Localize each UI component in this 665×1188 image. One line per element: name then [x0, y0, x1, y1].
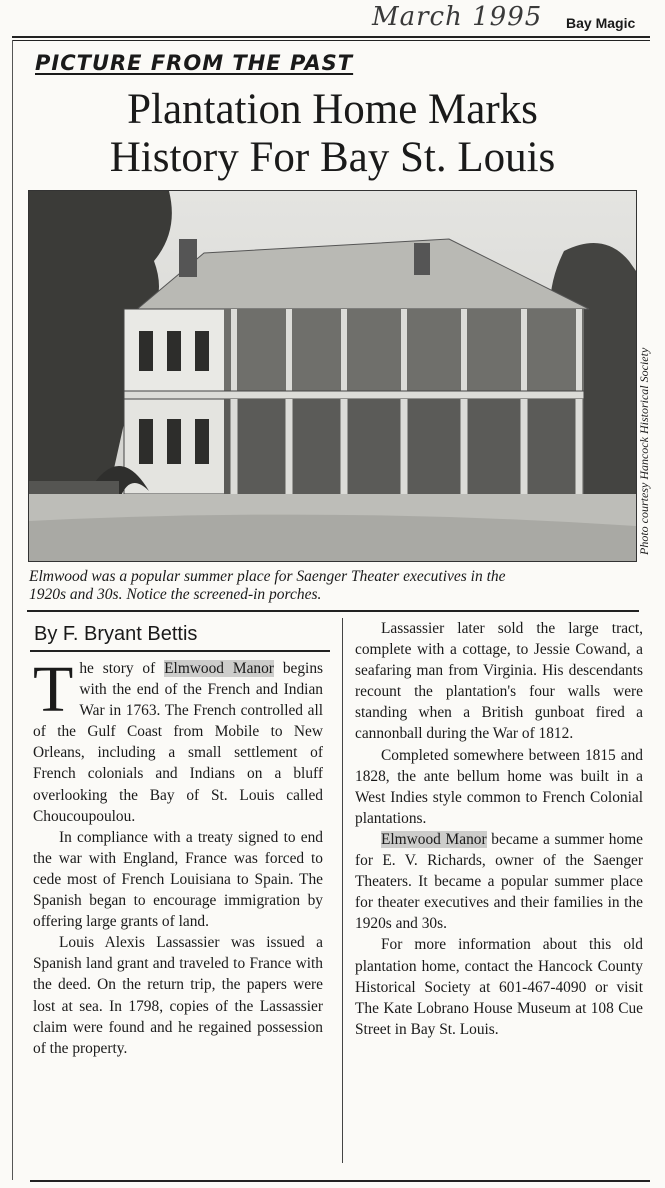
handwritten-date: March 1995	[372, 2, 543, 32]
kicker: PICTURE FROM THE PAST	[35, 51, 354, 75]
house-illustration	[29, 191, 636, 561]
top-rule-thin	[12, 40, 650, 41]
paragraph-5: Completed somewhere between 1815 and 1828, the ante bellum home was built in a West Indies style common to French Colonial plantations.	[355, 746, 643, 827]
column-divider	[342, 618, 343, 1163]
drop-cap: T	[33, 653, 74, 726]
caption-line-2: 1920s and 30s. Notice the screened-in porches.	[29, 586, 322, 603]
caption-line-1: Elmwood was a popular summer place for Saenger Theater executives in the	[29, 568, 506, 585]
headline	[20, 86, 645, 182]
article-column-right	[355, 618, 643, 1040]
paragraph-6: Elmwood Manor became a summer home for E. V. Richards, owner of the Saenger Theaters. It became a popular summer place for theater executives and their families in the 1920s and 30s.	[355, 830, 643, 933]
bottom-rule	[30, 1180, 650, 1182]
byline: By F. Bryant Bettis	[34, 623, 198, 645]
paragraph-4: Lassassier later sold the large tract, complete with a cottage, to Jessie Cowand, a seafaring man from Virginia. His descendants recount the plantation's four walls were standing when a British gunboat fired a cannonball during the War of 1812.	[355, 620, 643, 743]
photo-caption	[29, 568, 639, 604]
byline-rule	[30, 650, 330, 652]
top-rule	[12, 36, 650, 38]
paragraph-2: In compliance with a treaty signed to end the war with England, France was forced to cede most of French Louisiana to Spain. The Spanish began to encourage immigration by offering large grants of land.	[33, 828, 323, 931]
publication-name: Bay Magic	[566, 15, 636, 31]
left-border	[12, 40, 13, 1180]
caption-rule	[27, 610, 639, 612]
paragraph-7: For more information about this old plantation home, contact the Hancock County Historical Society at 601-467-4090 or visit The Kate Lobrano House Museum at 108 Cue Street in Bay St. Louis.	[355, 936, 643, 1038]
highlighted-elmwood-manor: Elmwood Manor	[164, 660, 274, 677]
photo-credit: Photo courtesy Hancock Historical Society	[637, 347, 651, 555]
paragraph-1: The story of Elmwood Manor begins with the end of the French and Indian War in 1763. The French controlled all of the Gulf Coast from Mobile to New Orleans, including a small settlement of French colonials and Indians on a bluff overlooking the Bay of St. Louis called Choucoupoulou.	[33, 653, 323, 825]
article-column-left	[33, 653, 323, 1059]
headline-line-1: Plantation Home Marks	[127, 86, 538, 133]
headline-line-2: History For Bay St. Louis	[109, 134, 556, 181]
highlighted-elmwood-manor-2: Elmwood Manor	[381, 830, 487, 848]
paragraph-3: Louis Alexis Lassassier was issued a Spanish land grant and traveled to France with the deed. On the return trip, the papers were lost at sea. In 1798, copies of the Lassassier claim were found and he regained possession of the property.	[33, 934, 323, 1057]
plantation-photo	[28, 190, 637, 562]
